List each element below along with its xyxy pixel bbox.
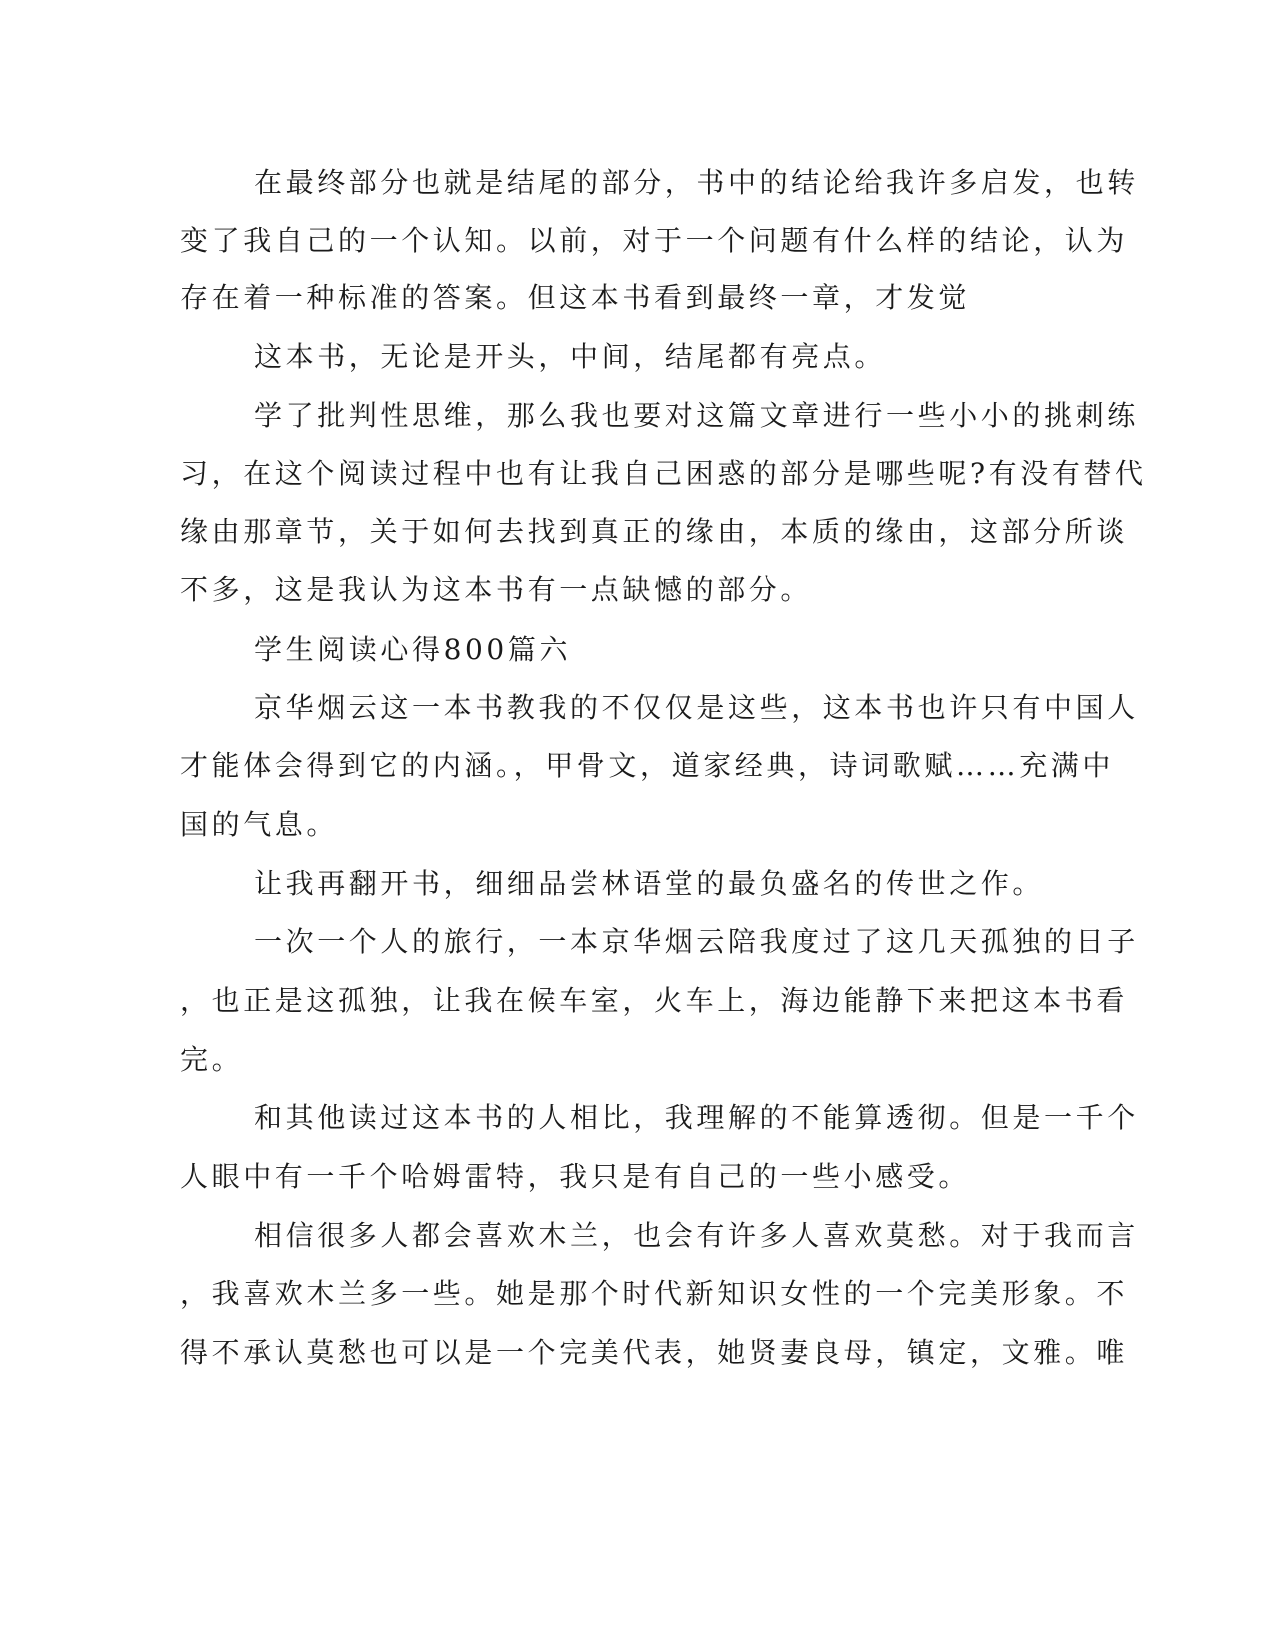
text-line-17: 和其他读过这本书的人相比，我理解的不能算透彻。但是一千个 <box>254 1101 1139 1134</box>
text-line-21: 得不承认莫愁也可以是一个完美代表，她贤妻良母，镇定，文雅。唯 <box>180 1336 1129 1369</box>
text-line-16: 完。 <box>180 1043 244 1076</box>
section-heading: 学生阅读心得800篇六 <box>254 633 572 666</box>
text-line-6: 习，在这个阅读过程中也有让我自己困惑的部分是哪些呢?有没有替代 <box>180 457 1147 490</box>
text-line-4: 这本书，无论是开头，中间，结尾都有亮点。 <box>254 340 887 373</box>
text-line-2: 变了我自己的一个认知。以前，对于一个问题有什么样的结论，认为 <box>180 224 1129 257</box>
text-line-15: ，也正是这孤独，让我在候车室，火车上，海边能静下来把这本书看 <box>180 984 1129 1017</box>
text-line-12: 国的气息。 <box>180 808 339 841</box>
text-line-7: 缘由那章节，关于如何去找到真正的缘由，本质的缘由，这部分所谈 <box>180 515 1129 548</box>
text-line-10: 京华烟云这一本书教我的不仅仅是这些，这本书也许只有中国人 <box>254 691 1139 724</box>
text-line-11: 才能体会得到它的内涵。，甲骨文，道家经典，诗词歌赋……充满中 <box>180 749 1115 782</box>
text-line-8: 不多，这是我认为这本书有一点缺憾的部分。 <box>180 573 813 606</box>
text-line-1: 在最终部分也就是结尾的部分，书中的结论给我许多启发，也转 <box>254 166 1139 199</box>
text-line-18: 人眼中有一千个哈姆雷特，我只是有自己的一些小感受。 <box>180 1160 971 1193</box>
text-line-5: 学了批判性思维，那么我也要对这篇文章进行一些小小的挑刺练 <box>254 399 1139 432</box>
text-line-13: 让我再翻开书，细细品尝林语堂的最负盛名的传世之作。 <box>254 867 1045 900</box>
text-line-14: 一次一个人的旅行，一本京华烟云陪我度过了这几天孤独的日子 <box>254 925 1139 958</box>
text-line-3: 存在着一种标准的答案。但这本书看到最终一章，才发觉 <box>180 281 971 314</box>
text-line-20: ，我喜欢木兰多一些。她是那个时代新知识女性的一个完美形象。不 <box>180 1277 1129 1310</box>
text-line-19: 相信很多人都会喜欢木兰，也会有许多人喜欢莫愁。对于我而言 <box>254 1219 1139 1252</box>
